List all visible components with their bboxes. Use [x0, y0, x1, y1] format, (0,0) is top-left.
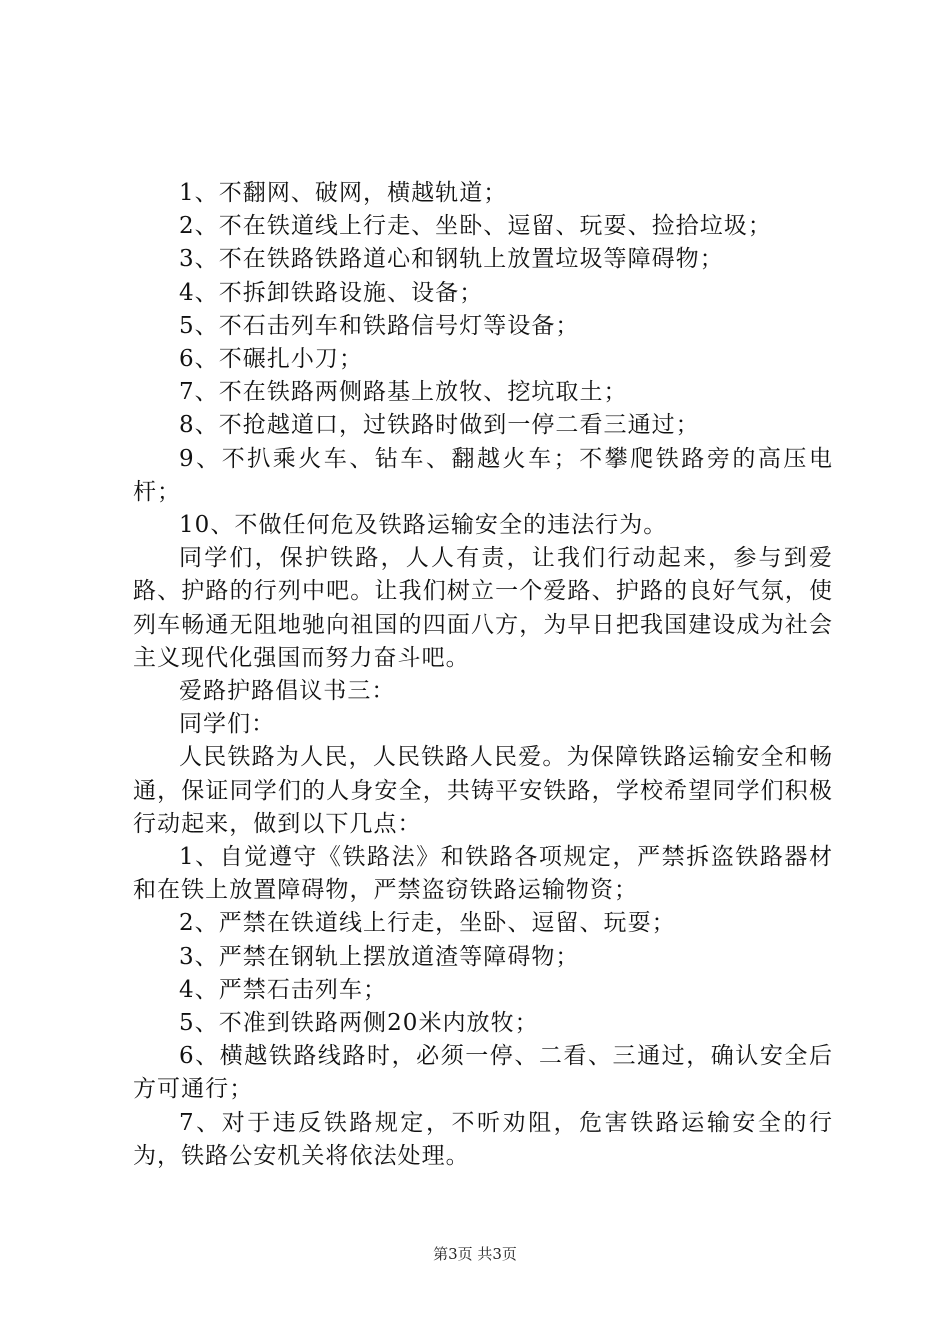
list-item-3: 3、不在铁路铁路道心和钢轨上放置垃圾等障碍物；: [179, 246, 724, 273]
rule-item-3: 3、严禁在钢轨上摆放道渣等障碍物；: [179, 943, 580, 970]
list-item-10: 10、不做任何危及铁路运输安全的违法行为。: [179, 512, 668, 539]
section-heading: 爱路护路倡议书三：: [179, 678, 396, 705]
rule-item-7: 7、对于违反铁路规定，不听劝阻，危害铁路运输安全的行为，铁路公安机关将依法处理。: [133, 1109, 833, 1169]
rule-item-1: 1、自觉遵守《铁路法》和铁路各项规定，严禁拆盗铁路器材和在铁上放置障碍物，严禁盗窃铁路运输物资；: [133, 844, 833, 904]
page-number: 第3页 共3页: [433, 1245, 517, 1263]
list-item-6: 6、不碾扎小刀；: [179, 346, 364, 373]
list-item-2: 2、不在铁道线上行走、坐卧、逗留、玩耍、捡拾垃圾；: [179, 213, 772, 240]
document-body: [133, 177, 833, 1173]
list-item-5: 5、不石击列车和铁路信号灯等设备；: [179, 312, 580, 339]
rule-item-5: 5、不准到铁路两侧20米内放牧；: [179, 1010, 539, 1037]
closing-paragraph: 同学们，保护铁路，人人有责，让我们行动起来，参与到爱路、护路的行列中吧。让我们树立一个爱路、护路的良好气氛，使列车畅通无阻地驰向祖国的四面八方，为早日把我国建设成为社会主义现代化强国而努力奋斗吧。: [133, 545, 833, 671]
rule-item-4: 4、严禁石击列车；: [179, 976, 388, 1003]
list-item-9: 9、不扒乘火车、钻车、翻越火车；不攀爬铁路旁的高压电杆；: [133, 445, 833, 505]
salutation: 同学们：: [179, 711, 276, 738]
list-item-4: 4、不拆卸铁路设施、设备；: [179, 279, 484, 306]
rule-item-2: 2、严禁在铁道线上行走，坐卧、逗留、玩耍；: [179, 910, 676, 937]
list-item-1: 1、不翻网、破网，横越轨道；: [179, 180, 508, 206]
list-item-8: 8、不抢越道口，过铁路时做到一停二看三通过；: [179, 412, 700, 439]
list-item-7: 7、不在铁路两侧路基上放牧、挖坑取土；: [179, 379, 628, 406]
rule-item-6: 6、横越铁路线路时，必须一停、二看、三通过，确认安全后方可通行；: [133, 1043, 833, 1103]
intro-paragraph: 人民铁路为人民，人民铁路人民爱。为保障铁路运输安全和畅通，保证同学们的人身安全，共铸平安铁路，学校希望同学们积极行动起来，做到以下几点：: [133, 744, 833, 837]
